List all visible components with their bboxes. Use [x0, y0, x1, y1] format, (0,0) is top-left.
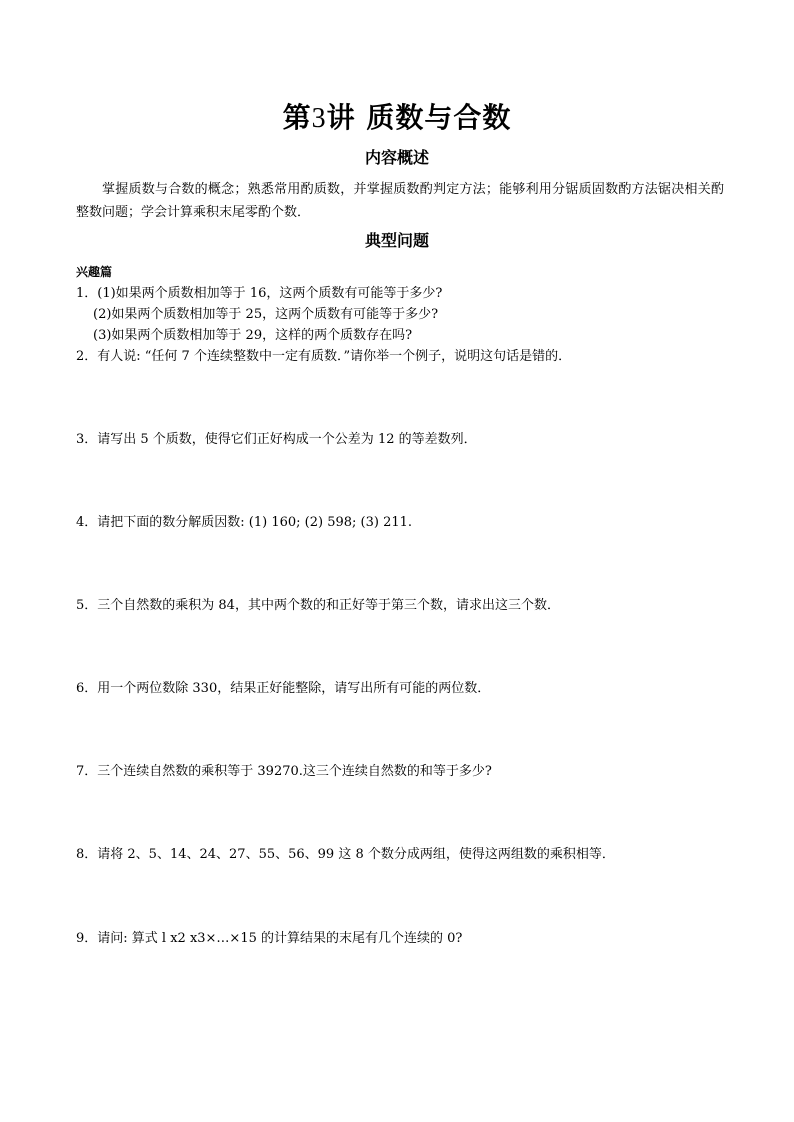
question-2: 2．有人说: “任何 7 个连续整数中一定有质数．”请你举一个例子，说明这句话是错的． — [76, 349, 572, 364]
problems-heading: 典型问题 — [364, 231, 429, 250]
title-number: 3 — [311, 103, 327, 134]
subsection-label: 兴趣篇 — [76, 265, 113, 279]
title-prefix: 第 — [282, 101, 312, 134]
overview-heading: 内容概述 — [364, 148, 429, 167]
question-1-part-3: (3)如果两个质数相加等于 29，这样的两个质数存在吗? — [93, 328, 413, 343]
question-8: 8．请将 2、5、14、24、27、55、56、99 这 8 个数分成两组，使得这两组数的乘积相等． — [76, 847, 615, 862]
title-rest: 讲 质数与合数 — [326, 101, 512, 134]
lesson-title — [0, 98, 794, 139]
question-7: 7．三个连续自然数的乘积等于 39270.这三个连续自然数的和等于多少? — [76, 764, 492, 779]
question-9: 9．请问: 算式 l x2 x3×…×15 的计算结果的末尾有几个连续的 0? — [76, 931, 463, 946]
question-4: 4．请把下面的数分解质因数: (1) 160; (2) 598; (3) 211. — [76, 515, 413, 530]
question-1-part-2: (2)如果两个质数相加等于 25，这两个质数有可能等于多少? — [93, 307, 439, 322]
question-5: 5．三个自然数的乘积为 84，其中两个数的和正好等于第三个数，请求出这三个数． — [76, 598, 560, 613]
question-1-part-1: 1．(1)如果两个质数相加等于 16，这两个质数有可能等于多少? — [76, 286, 443, 301]
overview-paragraph: 掌握质数与合数的概念；熟悉常用酌质数，并掌握质数酌判定方法；能够利用分锯质固数酌方法锯决相关酌整数问题；学会计算乘积末尾零酌个数． — [76, 182, 724, 220]
question-6: 6．用一个两位数除 330，结果正好能整除，请写出所有可能的两位数． — [76, 681, 491, 696]
question-3: 3．请写出 5 个质数，使得它们正好构成一个公差为 12 的等差数列． — [76, 432, 477, 447]
